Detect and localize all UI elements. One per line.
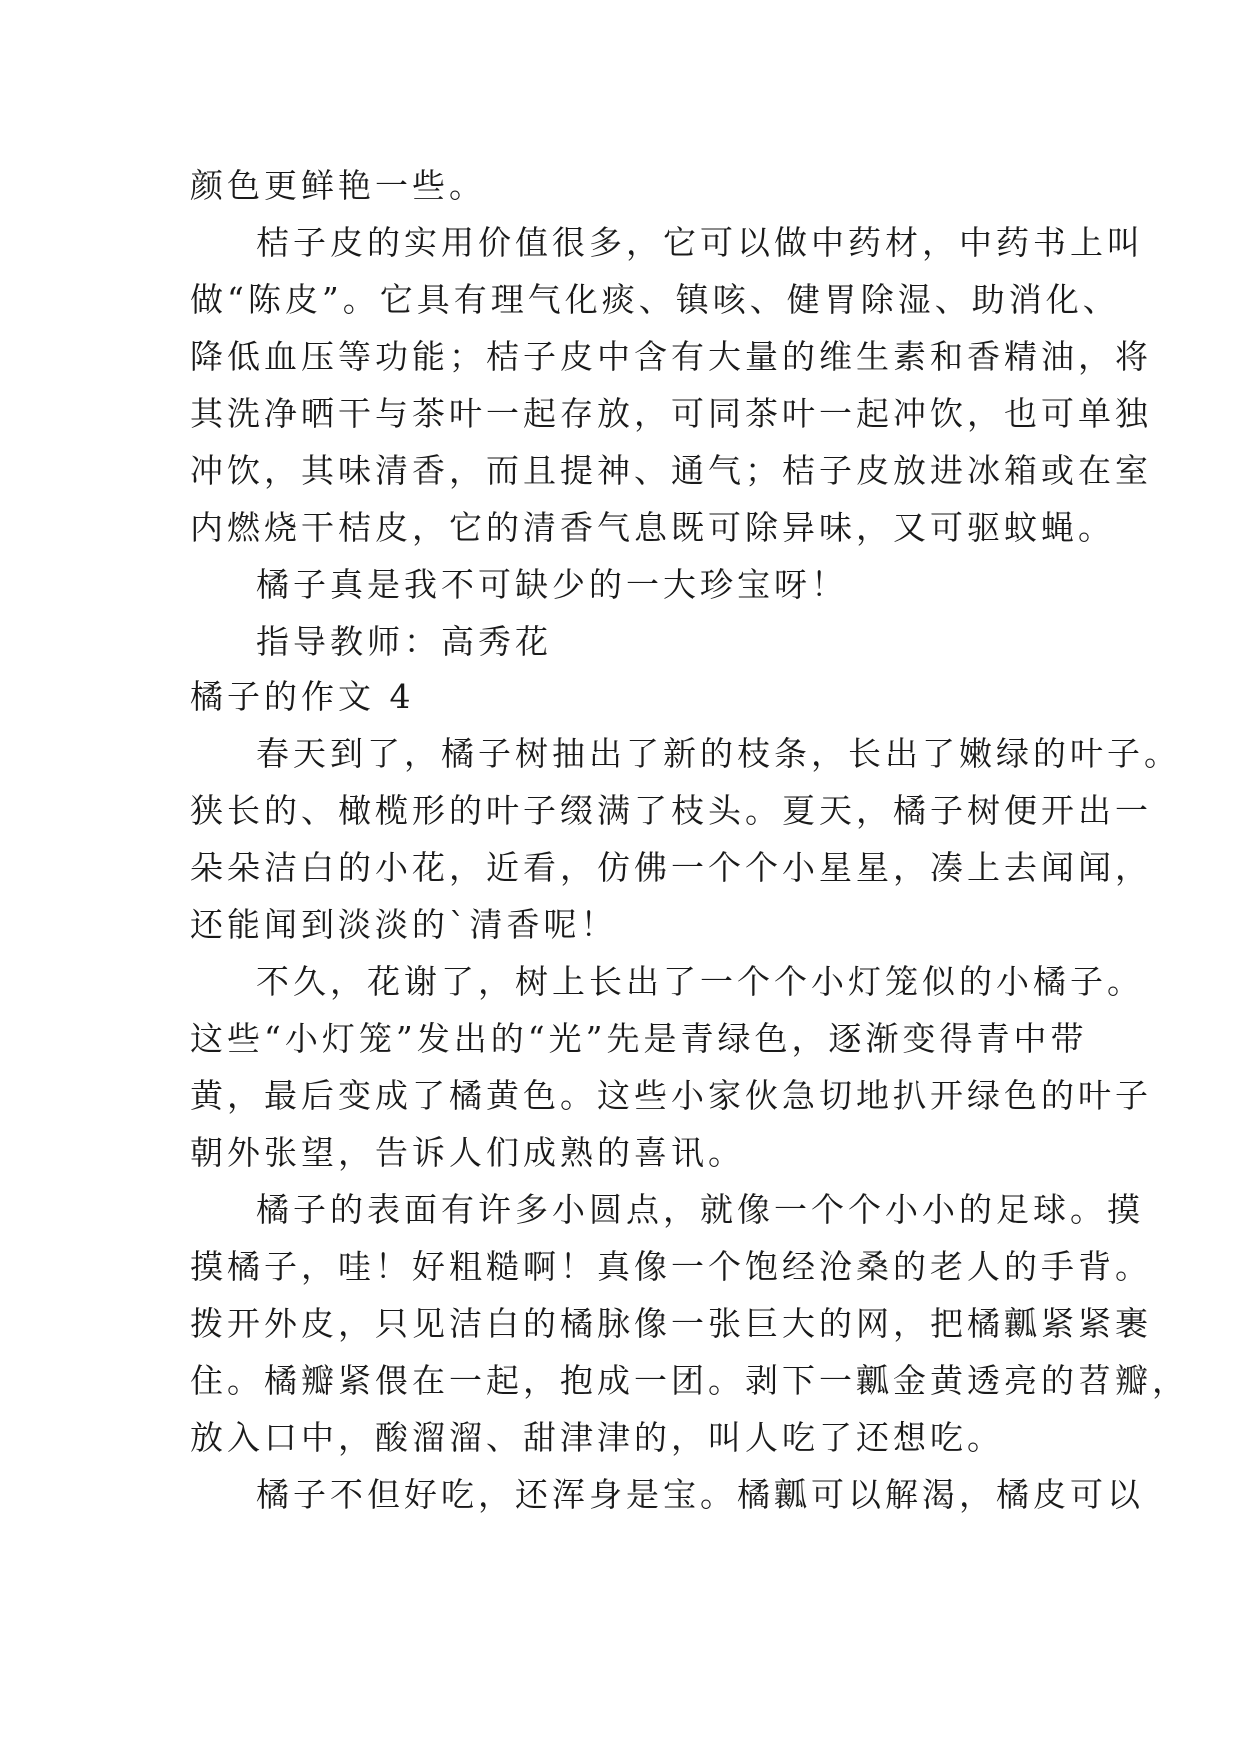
text-line: 住。橘瓣紧偎在一起，抱成一团。剥下一瓤金黄透亮的苕瓣， <box>190 1361 1189 1400</box>
paragraph-first-line: 不久，花谢了，树上长出了一个个小灯笼似的小橘子。 <box>256 962 1144 1001</box>
teacher-credit: 指导教师：高秀花 <box>256 622 552 661</box>
text-line: 做“陈皮”。它具有理气化痰、镇咳、健胃除湿、助消化、 <box>190 280 1120 319</box>
paragraph-first-line: 桔子皮的实用价值很多，它可以做中药材，中药书上叫 <box>256 223 1144 262</box>
text-line: 还能闻到淡淡的`清香呢！ <box>190 905 618 944</box>
essay-heading: 橘子的作文 4 <box>190 677 415 716</box>
text-line: 黄，最后变成了橘黄色。这些小家伙急切地扒开绿色的叶子 <box>190 1076 1152 1115</box>
paragraph-first-line: 橘子的表面有许多小圆点，就像一个个小小的足球。摸 <box>256 1190 1144 1229</box>
text-line: 冲饮，其味清香，而且提神、通气；桔子皮放进冰箱或在室 <box>190 451 1152 490</box>
text-line: 摸橘子，哇！好粗糙啊！真像一个饱经沧桑的老人的手背。 <box>190 1247 1152 1286</box>
text-line: 降低血压等功能；桔子皮中含有大量的维生素和香精油，将 <box>190 337 1152 376</box>
text-line: 拨开外皮，只见洁白的橘脉像一张巨大的网，把橘瓤紧紧裹 <box>190 1304 1152 1343</box>
paragraph-first-line: 春天到了，橘子树抽出了新的枝条，长出了嫩绿的叶子。 <box>256 734 1181 773</box>
text-line: 其洗净晒干与茶叶一起存放，可同茶叶一起冲饮，也可单独 <box>190 394 1152 433</box>
paragraph-first-line: 橘子不但好吃，还浑身是宝。橘瓤可以解渴，橘皮可以 <box>256 1475 1144 1514</box>
paragraph-first-line: 橘子真是我不可缺少的一大珍宝呀！ <box>256 565 848 604</box>
text-line: 颜色更鲜艳一些。 <box>190 166 486 205</box>
text-line: 朝外张望，告诉人们成熟的喜讯。 <box>190 1133 745 1172</box>
text-line: 内燃烧干桔皮，它的清香气息既可除异味，又可驱蚊蝇。 <box>190 508 1115 547</box>
text-line: 狭长的、橄榄形的叶子缀满了枝头。夏天，橘子树便开出一 <box>190 791 1152 830</box>
text-line: 这些“小灯笼”发出的“光”先是青绿色，逐渐变得青中带 <box>190 1019 1088 1058</box>
text-line: 朵朵洁白的小花，近看，仿佛一个个小星星，凑上去闻闻， <box>190 848 1152 887</box>
text-line: 放入口中，酸溜溜、甜津津的，叫人吃了还想吃。 <box>190 1418 1004 1457</box>
